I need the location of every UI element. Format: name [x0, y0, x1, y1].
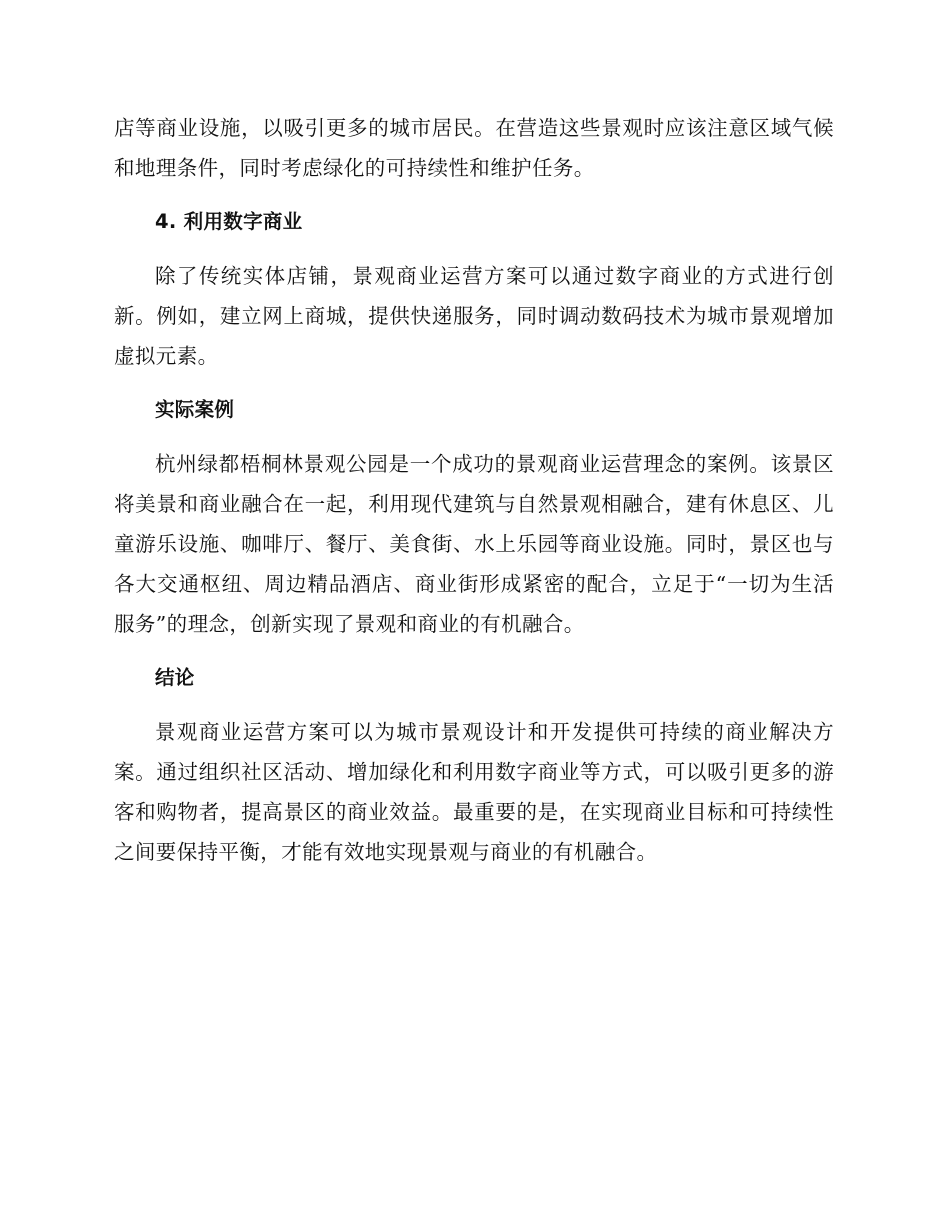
- paragraph-greening-continuation: 店等商业设施，以吸引更多的城市居民。在营造这些景观时应该注意区域气候和地理条件，同时考虑绿化的可持续性和维护任务。: [114, 116, 834, 180]
- paragraph-conclusion: 景观商业运营方案可以为城市景观设计和开发提供可持续的商业解决方案。通过组织社区活动、增加绿化和利用数字商业等方式，可以吸引更多的游客和购物者，提高景区的商业效益。最重要的是，在实现商业目标和可持续性之间要保持平衡，才能有效地实现景观与商业的有机融合。: [114, 720, 834, 864]
- spacer: [114, 698, 834, 712]
- paragraph-digital-commerce: 除了传统实体店铺，景观商业运营方案可以通过数字商业的方式进行创新。例如，建立网上商城，提供快递服务，同时调动数码技术为城市景观增加虚拟元素。: [114, 264, 834, 368]
- spacer: [114, 430, 834, 444]
- heading-case-study: 实际案例: [155, 398, 235, 421]
- document-page: [114, 108, 834, 872]
- spacer: [114, 644, 834, 658]
- heading-digital-commerce: 4. 利用数字商业: [155, 210, 303, 233]
- spacer: [114, 188, 834, 202]
- paragraph-case-study: 杭州绿都梧桐林景观公园是一个成功的景观商业运营理念的案例。该景区将美景和商业融合在一起，利用现代建筑与自然景观相融合，建有休息区、儿童游乐设施、咖啡厅、餐厅、美食街、水上乐园等商业设施。同时，景区也与各大交通枢纽、周边精品酒店、商业街形成紧密的配合，立足于“一切为生活服务”的理念，创新实现了景观和商业的有机融合。: [114, 452, 834, 636]
- spacer: [114, 376, 834, 390]
- spacer: [114, 242, 834, 256]
- heading-conclusion: 结论: [155, 666, 195, 689]
